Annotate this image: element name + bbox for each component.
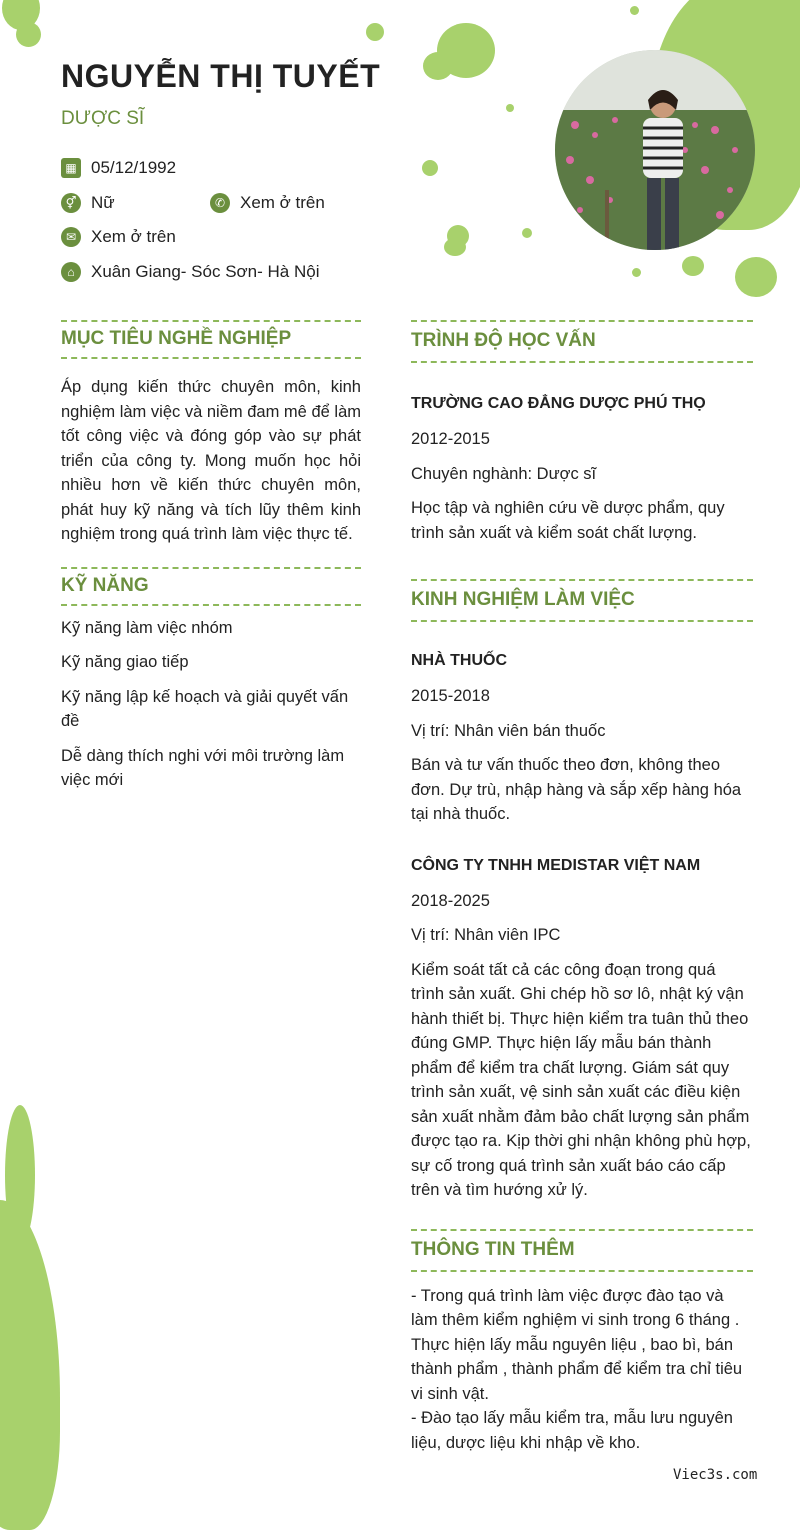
right-column	[411, 320, 753, 1455]
decorative-blob	[0, 1200, 60, 1530]
skill-item: Dễ dàng thích nghi với môi trường làm việc mới	[61, 746, 345, 789]
job-company: CÔNG TY TNHH MEDISTAR VIỆT NAM	[411, 856, 701, 874]
decorative-blob	[366, 23, 384, 41]
profile-photo	[555, 50, 755, 250]
decorative-blob	[522, 228, 532, 238]
address-text: Xuân Giang- Sóc Sơn- Hà Nội	[91, 262, 320, 281]
gender-row	[61, 193, 115, 213]
email-text: Xem ở trên	[91, 227, 176, 246]
left-column	[61, 320, 361, 793]
phone-icon: ✆	[210, 193, 230, 213]
extra-text: - Đào tạo lấy mẫu kiểm tra, mẫu lưu nguyên liệu, dược liệu khi nhập về kho.	[411, 1409, 733, 1452]
education-major: Chuyên nghành: Dược sĩ	[411, 464, 597, 483]
decorative-blob	[630, 6, 639, 15]
experience-heading: KINH NGHIỆM LÀM VIỆC	[411, 579, 753, 622]
skills-heading: KỸ NĂNG	[61, 567, 361, 606]
gender-text: Nữ	[91, 193, 115, 212]
skill-item: Kỹ năng lập kế hoạch và giải quyết vấn đề	[61, 687, 349, 730]
objective-heading: MỤC TIÊU NGHỀ NGHIỆP	[61, 320, 361, 359]
extra-heading: THÔNG TIN THÊM	[411, 1229, 753, 1272]
education-heading: TRÌNH ĐỘ HỌC VẤN	[411, 320, 753, 363]
decorative-blob	[632, 268, 641, 277]
birthday-row	[61, 158, 176, 178]
education-description: Học tập và nghiên cứu về dược phẩm, quy trình sản xuất và kiểm soát chất lượng.	[411, 499, 725, 542]
phone-row	[210, 193, 325, 213]
decorative-blob	[423, 52, 453, 80]
job-description: Bán và tư vấn thuốc theo đơn, không theo đơn. Dự trù, nhập hàng và sắp xếp hàng hóa tại nhà thuốc.	[411, 756, 742, 823]
phone-text: Xem ở trên	[240, 193, 325, 212]
candidate-name: NGUYỄN THỊ TUYẾT	[61, 58, 381, 94]
site-watermark: Viec3s.com	[673, 1467, 758, 1483]
calendar-icon: ▦	[61, 158, 81, 178]
job-position: Vị trí: Nhân viên IPC	[411, 926, 561, 944]
objective-text: Áp dụng kiến thức chuyên môn, kinh nghiệm làm việc và niềm đam mê để làm tốt công việc và đóng góp vào sự phát triển của công ty. Mong muốn học hỏi nhiều hơn về kiến thức chuyên môn, phát huy kỹ năng và tích lũy thêm kinh nghiệm trong quá trình làm việc thực tế.	[61, 378, 361, 543]
decorative-blob	[735, 257, 777, 297]
decorative-blob	[444, 238, 466, 256]
job-company: NHÀ THUỐC	[411, 652, 507, 669]
decorative-blob	[506, 104, 514, 112]
school-name: TRƯỜNG CAO ĐẲNG DƯỢC PHÚ THỌ	[411, 395, 706, 412]
skill-item: Kỹ năng làm việc nhóm	[61, 618, 233, 637]
skill-item: Kỹ năng giao tiếp	[61, 653, 189, 671]
job-period: 2015-2018	[411, 687, 490, 705]
decorative-blob	[422, 160, 438, 176]
email-icon: ✉	[61, 227, 81, 247]
education-period: 2012-2015	[411, 430, 490, 448]
birthday-text: 05/12/1992	[91, 158, 177, 177]
email-row	[61, 227, 176, 247]
address-row	[61, 262, 319, 282]
extra-text: - Trong quá trình làm việc được đào tạo và làm thêm kiểm nghiệm vi sinh trong 6 tháng . Thực hiện lấy mẫu nguyên liệu , bao bì, bán thành phẩm , thành phẩm để kiểm tra chỉ tiêu vi sinh vật.	[411, 1286, 743, 1403]
decorative-blob	[682, 256, 704, 276]
job-title: DƯỢC SĨ	[61, 108, 145, 129]
home-icon: ⌂	[61, 262, 81, 282]
job-period: 2018-2025	[411, 891, 490, 910]
job-position: Vị trí: Nhân viên bán thuốc	[411, 721, 606, 740]
skills-list	[61, 616, 361, 793]
job-description: Kiểm soát tất cả các công đoạn trong quá trình sản xuất. Ghi chép hồ sơ lô, nhật ký vận hành thiết bị. Thực hiện kiểm tra tuân thủ theo đúng GMP. Thực hiện lấy mẫu bán thành phẩm để kiểm tra chất lượng. Giám sát quy trình sản xuất, vệ sinh sản xuất các điều kiện sản xuất nhằm đảm bảo chất lượng sản phẩm được tạo ra. Kịp thời ghi nhận không phù hợp, sự cố trong quá trình sản xuất báo cáo cấp trên và tìm hướng xử lý.	[411, 960, 751, 1199]
decorative-blob	[16, 22, 41, 47]
gender-icon: ⚥	[61, 193, 81, 213]
